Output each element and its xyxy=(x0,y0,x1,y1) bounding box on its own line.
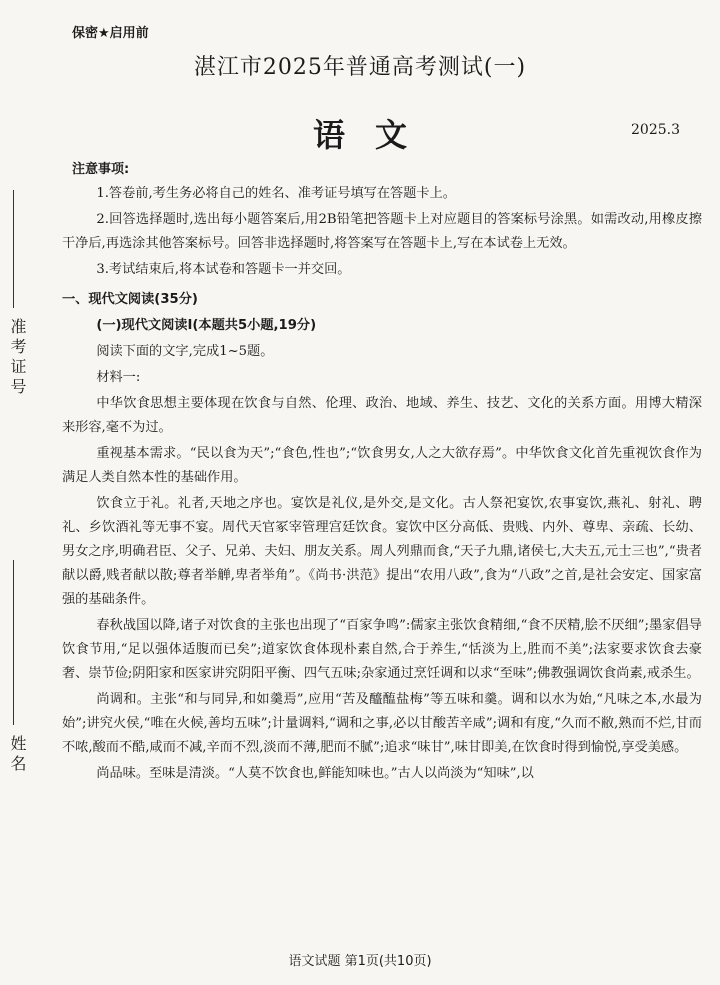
material-paragraph: 饮食立于礼。礼者,天地之序也。宴饮是礼仪,是外交,是文化。古人祭祀宴饮,农事宴饮,燕礼、射礼、聘礼、乡饮酒礼等无事不宴。周代天官冢宰管理宫廷饮食。宴饮中区分高低、贵贱、内外、尊卑、亲疏、长幼、男女之序,明确君臣、父子、兄弟、夫妇、朋友关系。周人列鼎而食,“天子九鼎,诸侯七,大夫五,元士三也”,“贵者献以爵,贱者献以散;尊者举觯,卑者举角”。《尚书·洪范》提出“农用八政”,食为“八政”之首,是社会安定、国家富强的基础条件。 xyxy=(62,496,702,607)
material-paragraph: 重视基本需求。“民以食为天”;“食色,性也”;“饮食男女,人之大欲存焉”。中华饮食文化首先重视饮食作为满足人类自然本性的基础作用。 xyxy=(62,446,702,485)
material-paragraph: 中华饮食思想主要体现在饮食与自然、伦理、政治、地域、养生、技艺、文化的关系方面。用博大精深来形容,毫不为过。 xyxy=(62,396,702,435)
material-paragraph: 尚调和。主张“和与同异,和如羹焉”,应用“苦及醯醢盐梅”等五味和羹。调和以水为始,“凡味之本,水最为始”;讲究火侯,“唯在火候,善均五味”;计量调料,“调和之事,必以甘酸苦辛咸”;调和有度,“久而不敝,熟而不烂,甘而不哝,酸而不酷,咸而不减,辛而不烈,淡而不薄,肥而不腻”;追求“味甘”,味甘即美,在饮食时得到愉悦,享受美感。 xyxy=(62,692,702,755)
notice-item: 1.答卷前,考生务必将自己的姓名、准考证号填写在答题卡上。 xyxy=(96,186,456,201)
notice-heading: 注意事项: xyxy=(72,162,130,177)
material-paragraph: 春秋战国以降,诸子对饮食的主张也出现了“百家争鸣”:儒家主张饮食精细,“食不厌精,脍不厌细”;墨家倡导饮食节用,“足以强体适腹而已矣”;道家饮食体现朴素自然,合于养生,“恬淡为上,胜而不美”;法家要求饮食去豪奢、崇节俭;阴阳家和医家讲究阴阳平衡、四气五味;杂家通过烹饪调和以求“至味”;佛教强调饮食尚素,戒杀生。 xyxy=(62,618,702,681)
name-label: 姓名 xyxy=(8,735,27,775)
exam-id-blank xyxy=(13,190,14,308)
exam-date: 2025.3 xyxy=(631,122,680,138)
subsection-title: (一)现代文阅读Ⅰ(本题共5小题,19分) xyxy=(96,318,317,333)
exam-title: 湛江市2025年普通高考测试(一) xyxy=(193,55,527,80)
notice-item: 2.回答选择题时,选出每小题答案后,用2B铅笔把答题卡上对应题目的答案标号涂黑。如需改动,用橡皮擦干净后,再选涂其他答案标号。回答非选择题时,将答案写在答题卡上,写在本试卷上无效。 xyxy=(62,212,702,251)
subject-title: 语文 xyxy=(312,116,437,154)
notice-item: 3.考试结束后,将本试卷和答题卡一并交回。 xyxy=(96,262,351,277)
exam-id-label: 准考证号 xyxy=(8,318,27,398)
material-label: 材料一: xyxy=(96,370,141,385)
page-footer: 语文试题 第1页(共10页) xyxy=(288,954,432,969)
reading-instruction: 阅读下面的文字,完成1~5题。 xyxy=(96,344,274,359)
name-blank xyxy=(13,560,14,725)
material-paragraph: 尚品味。至味是清淡。“人莫不饮食也,鲜能知味也。”古人以尚淡为“知味”,以 xyxy=(96,766,534,781)
page-content xyxy=(62,182,702,788)
secret-mark: 保密★启用前 xyxy=(72,26,149,41)
section-title: 一、现代文阅读(35分) xyxy=(62,292,198,307)
